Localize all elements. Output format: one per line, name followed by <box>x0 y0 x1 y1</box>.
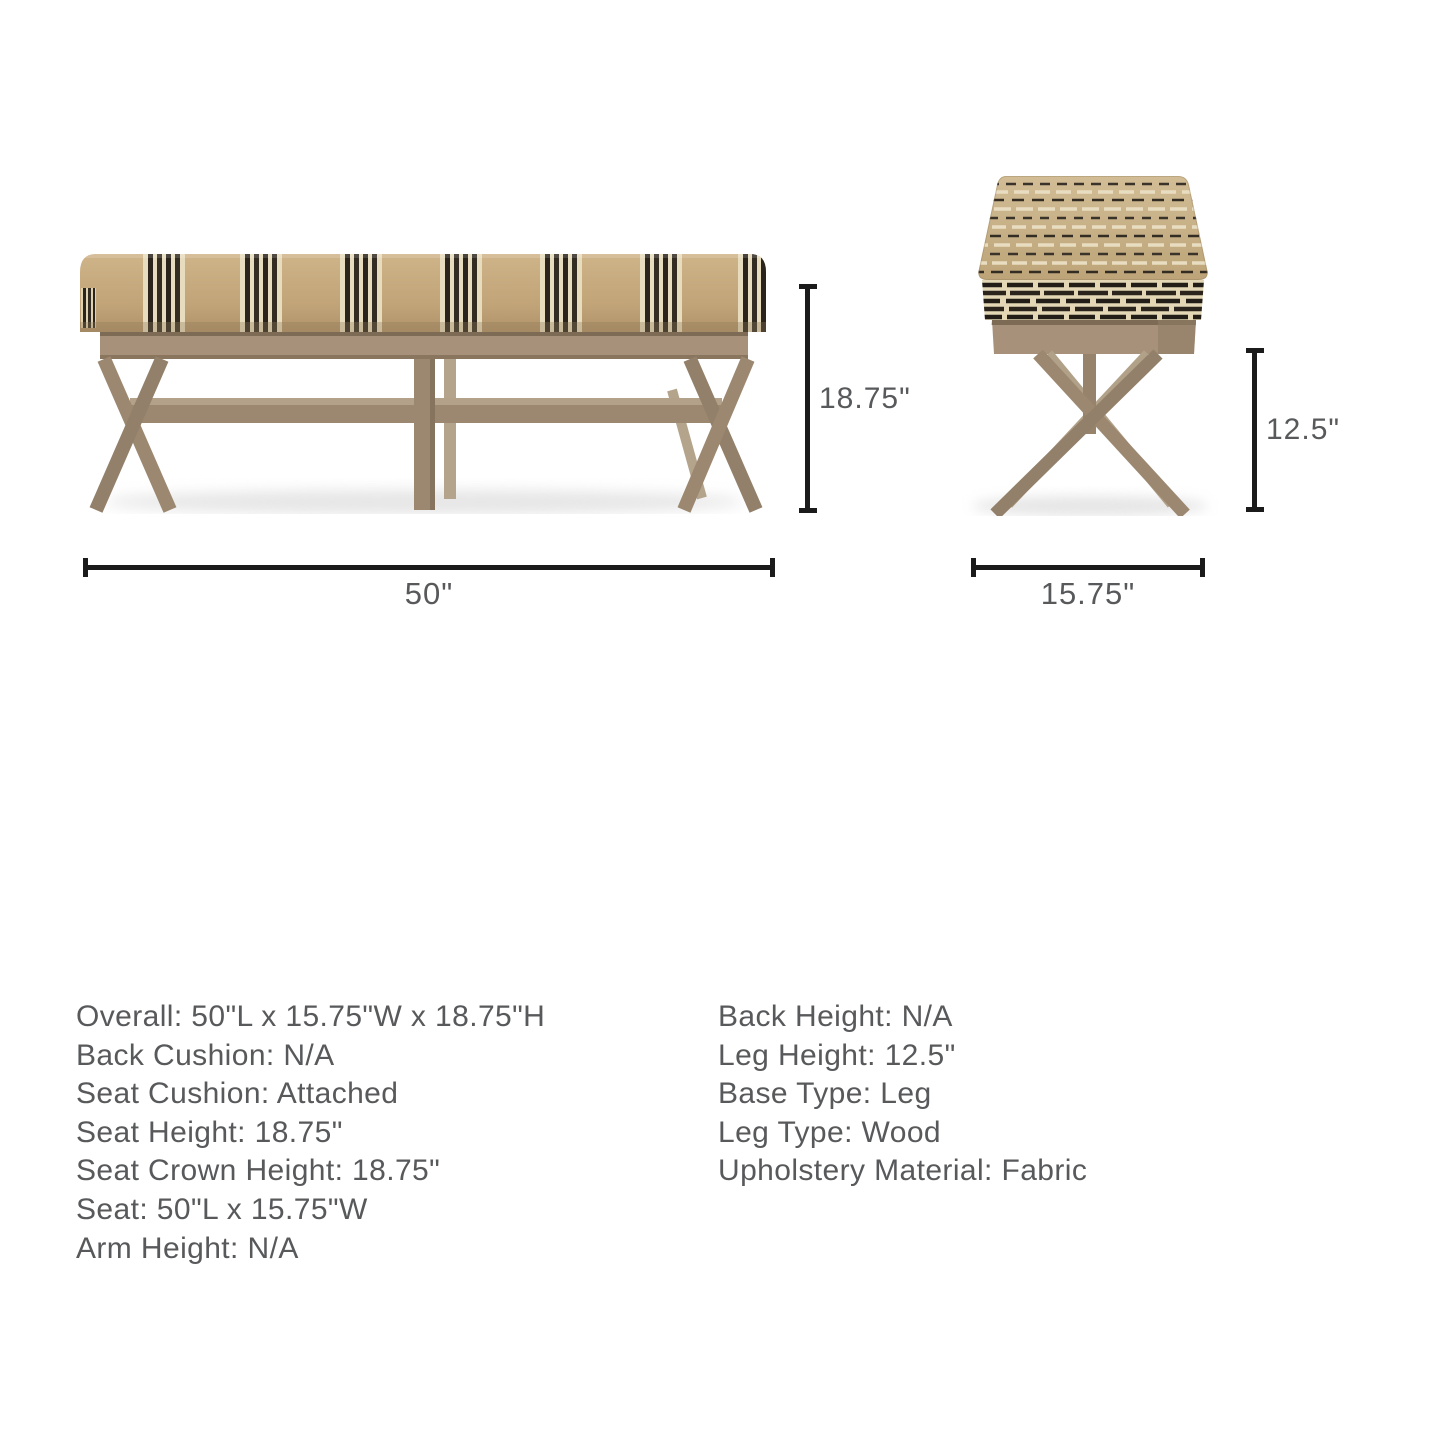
spec-line: Base Type: Leg <box>718 1077 932 1111</box>
front-apron <box>100 332 748 359</box>
dimension-label-side-height: 12.5" <box>1266 413 1341 446</box>
dimension-line <box>1252 348 1257 512</box>
side-seat-cushion <box>972 176 1214 322</box>
dimension-side-height <box>1246 348 1356 512</box>
bench-side-view <box>962 168 1224 516</box>
spec-line: Back Height: N/A <box>718 1000 953 1033</box>
dimension-cap <box>770 558 775 577</box>
dimension-side-width <box>971 558 1205 622</box>
dimension-label-front-width: 50" <box>404 576 454 611</box>
dimension-line <box>971 565 1205 570</box>
spec-line: Seat Height: 18.75" <box>76 1115 343 1149</box>
spec-line: Overall: 50"L x 15.75"W x 18.75"H <box>76 1000 546 1033</box>
dimension-front-height <box>799 284 939 513</box>
dimension-cap <box>1200 558 1205 577</box>
dimension-line <box>83 565 775 570</box>
spec-column-left <box>76 998 545 1268</box>
side-legs <box>995 354 1185 514</box>
side-apron <box>992 320 1196 354</box>
front-legs <box>96 359 756 510</box>
dimension-line <box>805 284 810 513</box>
spec-line: Seat Crown Height: 18.75" <box>76 1154 441 1188</box>
front-seat-cushion <box>78 252 770 332</box>
spec-line: Seat Cushion: Attached <box>76 1077 399 1111</box>
spec-line: Leg Height: 12.5" <box>718 1038 956 1072</box>
dimension-label-side-width: 15.75" <box>1040 576 1136 611</box>
bench-front-view <box>78 252 770 514</box>
bench-front-illustration <box>78 252 770 514</box>
dimension-label-front-height: 18.75" <box>819 381 911 415</box>
spec-line: Upholstery Material: Fabric <box>718 1154 1088 1188</box>
spec-line: Leg Type: Wood <box>718 1115 941 1149</box>
dimension-front-width <box>83 558 775 622</box>
spec-line: Arm Height: N/A <box>76 1231 299 1265</box>
dimension-cap <box>1246 507 1264 512</box>
spec-line: Back Cushion: N/A <box>76 1038 335 1072</box>
spec-line: Seat: 50"L x 15.75"W <box>76 1192 368 1226</box>
bench-side-illustration <box>962 168 1224 516</box>
dimension-cap <box>799 508 817 513</box>
spec-column-right <box>718 998 1087 1191</box>
